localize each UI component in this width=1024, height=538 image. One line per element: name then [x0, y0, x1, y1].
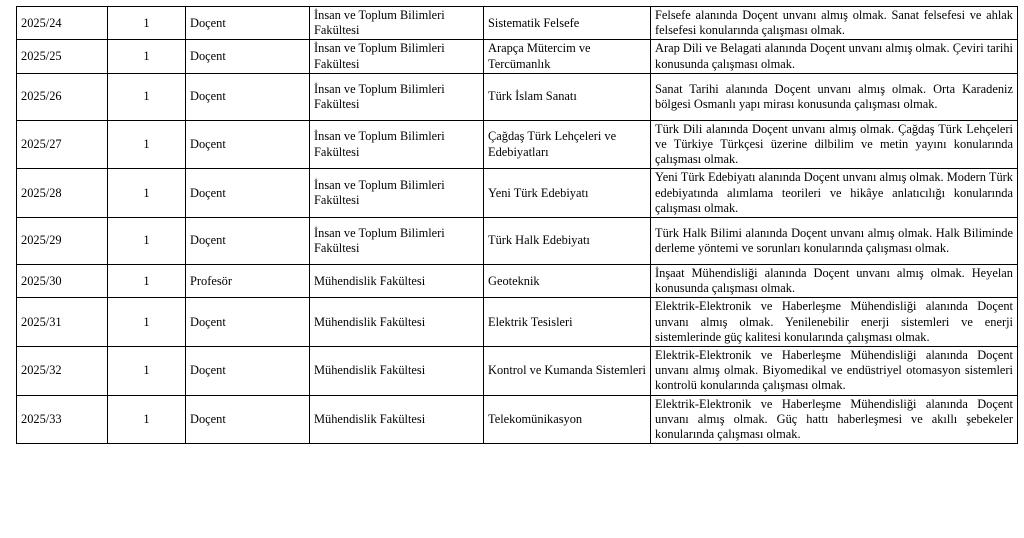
table-row [17, 73, 1018, 120]
faculty-cell: İnsan ve Toplum Bilimleri Fakültesi [310, 218, 484, 265]
faculty-cell: Mühendislik Fakültesi [310, 347, 484, 396]
department-cell: Arapça Mütercim ve Tercümanlık [484, 40, 651, 73]
kadro-count-cell: 1 [108, 218, 186, 265]
requirements-cell: Sanat Tarihi alanında Doçent unvanı almış olmak. Orta Karadeniz bölgesi Osmanlı yapı mirası konusunda çalışması olmak. [651, 73, 1018, 120]
title-cell: Doçent [186, 218, 310, 265]
table-row [17, 169, 1018, 218]
table-row [17, 7, 1018, 40]
kadro-count-cell: 1 [108, 73, 186, 120]
faculty-cell: Mühendislik Fakültesi [310, 395, 484, 444]
department-cell: Yeni Türk Edebiyatı [484, 169, 651, 218]
department-cell: Geoteknik [484, 265, 651, 298]
faculty-cell: İnsan ve Toplum Bilimleri Fakültesi [310, 40, 484, 73]
requirements-cell: Arap Dili ve Belagati alanında Doçent unvanı almış olmak. Çeviri tarihi konusunda çalışması olmak. [651, 40, 1018, 73]
ilan-no-cell: 2025/25 [17, 40, 108, 73]
department-cell: Telekomünikasyon [484, 395, 651, 444]
ilan-no-cell: 2025/33 [17, 395, 108, 444]
title-cell: Doçent [186, 347, 310, 396]
title-cell: Profesör [186, 265, 310, 298]
faculty-cell: Mühendislik Fakültesi [310, 298, 484, 347]
table-row [17, 298, 1018, 347]
kadro-count-cell: 1 [108, 395, 186, 444]
department-cell: Çağdaş Türk Lehçeleri ve Edebiyatları [484, 120, 651, 169]
document-page [16, 6, 1017, 444]
faculty-cell: Mühendislik Fakültesi [310, 265, 484, 298]
department-cell: Kontrol ve Kumanda Sistemleri [484, 347, 651, 396]
kadro-count-cell: 1 [108, 347, 186, 396]
faculty-cell: İnsan ve Toplum Bilimleri Fakültesi [310, 120, 484, 169]
ilan-no-cell: 2025/28 [17, 169, 108, 218]
requirements-cell: Yeni Türk Edebiyatı alanında Doçent unvanı almış olmak. Modern Türk edebiyatında alımlama teorileri ve hikâye anlatıcılığı konularında çalışması olmak. [651, 169, 1018, 218]
ilan-no-cell: 2025/31 [17, 298, 108, 347]
faculty-cell: İnsan ve Toplum Bilimleri Fakültesi [310, 169, 484, 218]
ilan-no-cell: 2025/32 [17, 347, 108, 396]
positions-table [16, 6, 1018, 444]
ilan-no-cell: 2025/26 [17, 73, 108, 120]
requirements-cell: Türk Halk Bilimi alanında Doçent unvanı almış olmak. Halk Biliminde derleme yöntemi ve sorunları konularında çalışması olmak. [651, 218, 1018, 265]
requirements-cell: Elektrik-Elektronik ve Haberleşme Mühendisliği alanında Doçent unvanı almış olmak. Yenilenebilir enerji sistemleri ve enerji sistemlerinde güç kalitesi konularında çalışması olmak. [651, 298, 1018, 347]
department-cell: Elektrik Tesisleri [484, 298, 651, 347]
ilan-no-cell: 2025/27 [17, 120, 108, 169]
table-row [17, 120, 1018, 169]
ilan-no-cell: 2025/30 [17, 265, 108, 298]
title-cell: Doçent [186, 120, 310, 169]
requirements-cell: Türk Dili alanında Doçent unvanı almış olmak. Çağdaş Türk Lehçeleri ve Türkiye Türkçesi üzerine dilbilim ve metin yayını konularında çalışması olmak. [651, 120, 1018, 169]
kadro-count-cell: 1 [108, 169, 186, 218]
title-cell: Doçent [186, 298, 310, 347]
requirements-cell: Elektrik-Elektronik ve Haberleşme Mühendisliği alanında Doçent unvanı almış olmak. Güç hattı haberleşmesi ve akıllı şebekeler konularında çalışması olmak. [651, 395, 1018, 444]
department-cell: Türk İslam Sanatı [484, 73, 651, 120]
ilan-no-cell: 2025/29 [17, 218, 108, 265]
title-cell: Doçent [186, 169, 310, 218]
table-row [17, 347, 1018, 396]
table-row [17, 265, 1018, 298]
requirements-cell: Felsefe alanında Doçent unvanı almış olmak. Sanat felsefesi ve ahlak felsefesi konularında çalışması olmak. [651, 7, 1018, 40]
kadro-count-cell: 1 [108, 298, 186, 347]
ilan-no-cell: 2025/24 [17, 7, 108, 40]
title-cell: Doçent [186, 7, 310, 40]
table-row [17, 218, 1018, 265]
title-cell: Doçent [186, 73, 310, 120]
kadro-count-cell: 1 [108, 7, 186, 40]
faculty-cell: İnsan ve Toplum Bilimleri Fakültesi [310, 7, 484, 40]
faculty-cell: İnsan ve Toplum Bilimleri Fakültesi [310, 73, 484, 120]
requirements-cell: İnşaat Mühendisliği alanında Doçent unvanı almış olmak. Heyelan konusunda çalışması olmak. [651, 265, 1018, 298]
title-cell: Doçent [186, 40, 310, 73]
table-row [17, 395, 1018, 444]
requirements-cell: Elektrik-Elektronik ve Haberleşme Mühendisliği alanında Doçent unvanı almış olmak. Biyomedikal ve endüstriyel otomasyon sistemleri kontrolü konularında çalışması olmak. [651, 347, 1018, 396]
department-cell: Sistematik Felsefe [484, 7, 651, 40]
kadro-count-cell: 1 [108, 40, 186, 73]
table-row [17, 40, 1018, 73]
department-cell: Türk Halk Edebiyatı [484, 218, 651, 265]
kadro-count-cell: 1 [108, 120, 186, 169]
title-cell: Doçent [186, 395, 310, 444]
kadro-count-cell: 1 [108, 265, 186, 298]
